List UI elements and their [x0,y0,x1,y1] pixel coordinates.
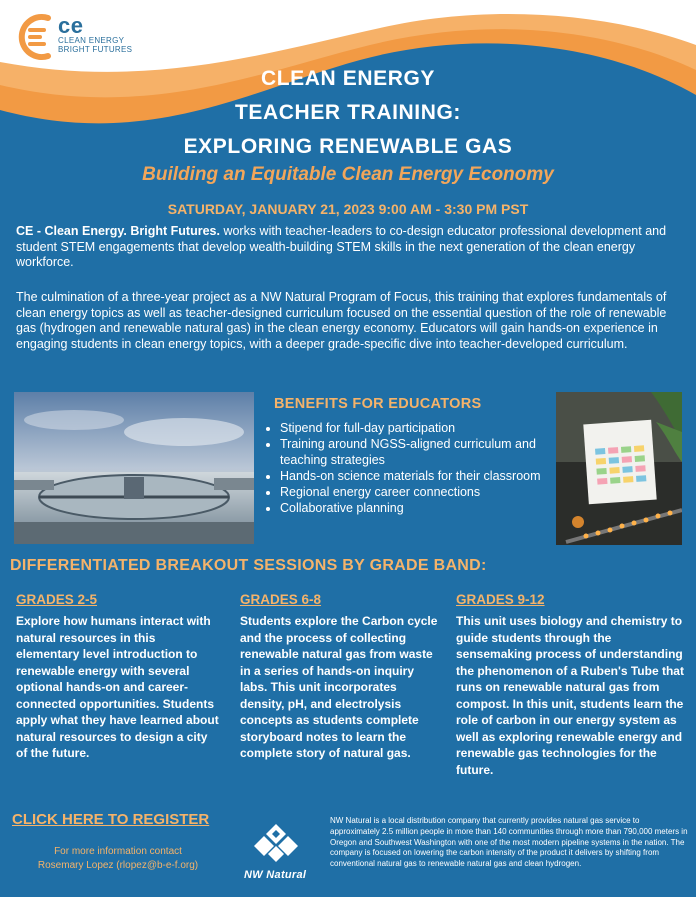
benefit-item: • Regional energy career connections [280,484,570,500]
benefit-item: • Hands-on science materials for their classroom [280,468,570,484]
benefits-heading: BENEFITS FOR EDUCATORS [274,396,482,412]
nw-natural-description: NW Natural is a local distribution company that currently provides natural gas service to approximately 2.5 million people in more than 140 communities through more than 790,000 meters in Oregon and Southwest Washington with one of the most modern pipeline systems in the nation. The company is focused on lowering the carbon intensity of the product it delivers by shifting from conventional natural gas to renewable natural gas and clean hydrogen. [330,816,688,869]
contact-line-1: For more information contact [54,846,182,857]
breakouts-heading: DIFFERENTIATED BREAKOUT SESSIONS BY GRADE BAND: [10,557,487,574]
grades-9-12-column [456,592,686,778]
register-link[interactable]: CLICK HERE TO REGISTER [12,811,210,828]
logo-name-line2: BRIGHT FUTURES [58,45,133,54]
title-line-3: EXPLORING RENEWABLE GAS [183,135,513,158]
org-name: CE - Clean Energy. Bright Futures. [16,224,220,238]
benefit-item: • Stipend for full-day participation [280,420,570,436]
benefits-list [266,420,570,516]
nw-natural-wordmark: NW Natural [244,869,307,881]
benefit-item: • Collaborative planning [280,500,570,516]
grades-6-8-body: Students explore the Carbon cycle and the process of collecting renewable natural gas from waste in a series of hands-on inquiry labs. This unit incorporates density, pH, and electrolysis concepts as students complete storyboard notes to learn the complete story of natural gas. [240,614,438,760]
grades-2-5-body: Explore how humans interact with natural resources in this elementary level introduction to renewable energy with several optional hands-on and career-connected opportunities. Students apply what they have learned about natural resources to design a city of the future. [16,614,219,760]
page-subtitle: Building an Equitable Clean Energy Economy [142,164,554,185]
grades-6-8-column [240,592,440,762]
title-line-2: TEACHER TRAINING: [234,101,462,124]
intro-paragraph [16,224,682,271]
logo-mark-text: ce [58,13,84,38]
grades-2-5-column [16,592,221,762]
grades-2-5-title: GRADES 2-5 [16,592,98,607]
contact-info [12,845,224,873]
grades-9-12-body: This unit uses biology and chemistry to guide students through the sensemaking process of understanding the phenomenon of a Ruben's Tube that runs on renewable natural gas from compost. In this unit, students learn the role of carbon in our energy system as well as exploring renewable energy and renewable gas technologies for the future. [456,614,684,777]
rubens-tube-photo [556,392,682,545]
contact-line-2: Rosemary Lopez (rlopez@b-e-f.org) [37,860,199,871]
grades-6-8-title: GRADES 6-8 [240,592,322,607]
project-paragraph: The culmination of a three-year project as a NW Natural Program of Focus, this training that explores fundamentals of clean energy topics as well as teacher-designed curriculum focused on the essential question of the role of renewable gas (hydrogen and renewable natural gas) in the clean energy economy. Educators will gain hands-on experience in engaging students in clean energy topics, with a deeper grade-specific dive into teacher-developed curriculum. [16,290,667,351]
ce-logo-text [58,13,133,54]
benefit-item: • Training around NGSS-aligned curriculum and teaching strategies [280,436,570,468]
treatment-plant-photo [14,392,254,544]
event-date: SATURDAY, JANUARY 21, 2023 9:00 AM - 3:30 PM PST [167,201,529,217]
nw-natural-logo-icon [250,822,302,866]
page-title [0,62,696,164]
grades-9-12-title: GRADES 9-12 [456,592,545,607]
logo-name-line1: CLEAN ENERGY [58,36,125,45]
title-line-1: CLEAN ENERGY [260,67,436,90]
org-description: works with teacher-leaders to co-design educator professional development and student STEM engagements that develop wealth-building STEM skills in the next generation of the clean energy workforce. [16,224,667,269]
